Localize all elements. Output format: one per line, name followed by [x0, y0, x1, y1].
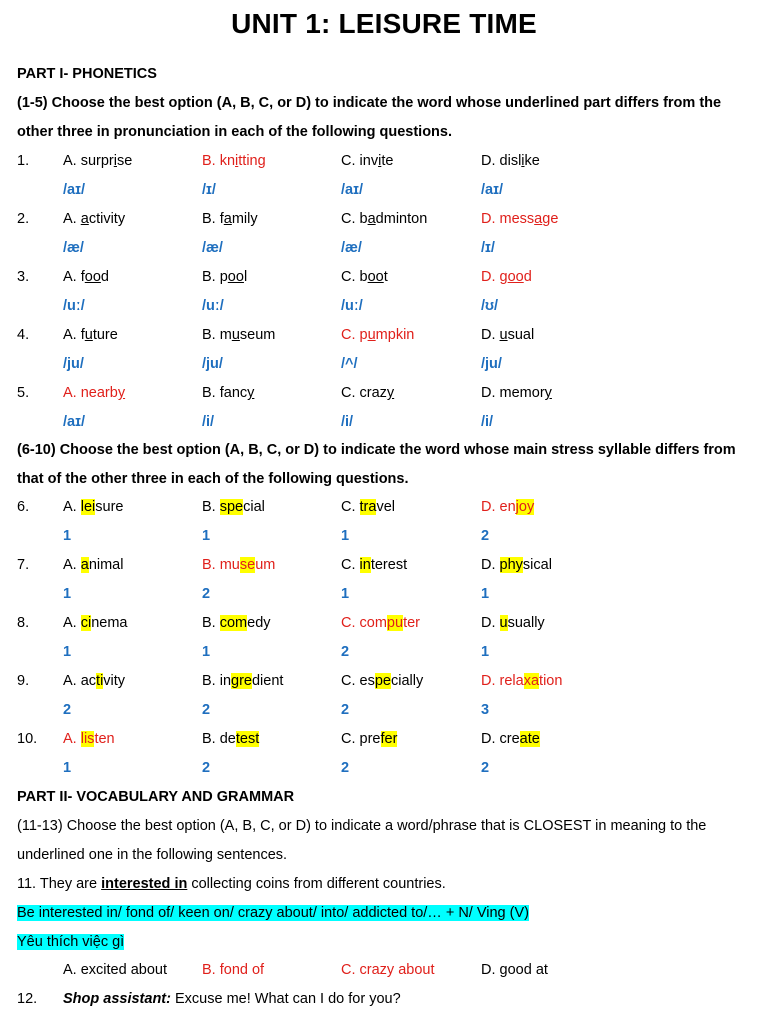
- stress-syllable-number: 2: [341, 644, 350, 660]
- part1-instruction-b-line2: that of the other three in each of the following questions.: [17, 471, 409, 487]
- part2-instruction-line1: (11-13) Choose the best option (A, B, C, or D) to indicate a word/phrase that is CLOSEST in meaning to the: [17, 818, 707, 834]
- question-12-text: [63, 991, 401, 1007]
- option-d: [481, 153, 540, 169]
- option-text-pre: B. kn: [202, 153, 236, 169]
- option-marked-part: oo: [227, 269, 244, 285]
- stress-syllable-number: 2: [202, 702, 211, 718]
- ipa-transcription: /uː/: [63, 298, 85, 314]
- option-c: [341, 731, 397, 747]
- question-number: 6.: [17, 499, 30, 515]
- part1-instruction-a-line2: other three in pronunciation in each of the following questions.: [17, 124, 453, 140]
- question-row: [17, 269, 757, 293]
- option-text-post: sical: [522, 557, 552, 573]
- option-text-pre: A.: [63, 211, 81, 227]
- option-marked-part: a: [223, 211, 232, 227]
- option-d: [481, 327, 534, 343]
- stress-syllable-number: 1: [341, 528, 350, 544]
- option-d: [481, 731, 540, 747]
- option-marked-part: a: [80, 211, 89, 227]
- option-c: [341, 153, 393, 169]
- option-a: [63, 673, 125, 689]
- question-number: 4.: [17, 327, 30, 343]
- part1-instruction-b-line1: (6-10) Choose the best option (A, B, C, or D) to indicate the word whose main stress syllable differs from: [17, 442, 736, 458]
- option-text-post: cially: [390, 673, 424, 689]
- stress-syllable-number: 2: [63, 702, 72, 718]
- option-text-post: tion: [539, 673, 563, 689]
- option-text-post: l: [243, 269, 248, 285]
- option-marked-part: se: [239, 557, 256, 573]
- option-marked-part: lei: [80, 499, 96, 515]
- q11-option-c: C. crazy about: [341, 962, 435, 978]
- unit-title: UNIT 1: LEISURE TIME: [231, 8, 537, 39]
- option-b: [202, 327, 275, 343]
- question-11-options: [17, 962, 757, 986]
- option-b: [202, 499, 265, 515]
- option-text-pre: B.: [202, 615, 220, 631]
- stress-syllable-number-row: [17, 528, 757, 552]
- option-text-pre: C. pre: [341, 731, 381, 747]
- option-a: [63, 327, 118, 343]
- q11-option-a: A. excited about: [63, 962, 167, 978]
- question-number: 5.: [17, 385, 30, 401]
- option-marked-part: y: [117, 385, 126, 401]
- option-text-post: nimal: [88, 557, 124, 573]
- question-12-number: 12.: [17, 991, 38, 1007]
- option-marked-part: in: [359, 557, 371, 573]
- option-marked-part: xa: [523, 673, 540, 689]
- option-text-post: edy: [247, 615, 271, 631]
- stress-syllable-number-row: [17, 586, 757, 610]
- option-marked-part: ti: [96, 673, 104, 689]
- option-b: [202, 153, 266, 169]
- question-number: 3.: [17, 269, 30, 285]
- option-a: [63, 557, 123, 573]
- option-text-pre: C. com: [341, 615, 387, 631]
- option-text-post: ten: [94, 731, 115, 747]
- option-c: [341, 211, 427, 227]
- ipa-transcription: /æ/: [63, 240, 84, 256]
- option-text-pre: C.: [341, 557, 360, 573]
- option-a: [63, 385, 125, 401]
- ipa-transcription: /i/: [481, 414, 494, 430]
- option-text-pre: C. b: [341, 211, 368, 227]
- option-marked-part: joy: [515, 499, 535, 515]
- question-row: [17, 153, 757, 177]
- stress-syllable-number: 2: [481, 760, 490, 776]
- option-b: [202, 731, 259, 747]
- ipa-transcription-row: [17, 298, 757, 322]
- option-text-post: um: [255, 557, 276, 573]
- part2-heading: PART II- VOCABULARY AND GRAMMAR: [17, 789, 295, 805]
- option-marked-part: u: [231, 327, 240, 343]
- option-c: [341, 269, 388, 285]
- option-text-pre: D. g: [481, 269, 508, 285]
- question-number: 7.: [17, 557, 30, 573]
- question-11-text-pre: 11. They are: [17, 876, 102, 892]
- option-text-pre: A. f: [63, 269, 85, 285]
- option-text-post: nema: [91, 615, 128, 631]
- option-text-post: tting: [238, 153, 266, 169]
- option-marked-part: i: [378, 153, 382, 169]
- ipa-transcription: /uː/: [202, 298, 224, 314]
- option-text-pre: A. f: [63, 327, 85, 343]
- option-c: [341, 385, 394, 401]
- question-11: [17, 876, 446, 892]
- ipa-transcription-row: [17, 414, 757, 438]
- option-text-pre: C. craz: [341, 385, 387, 401]
- option-text-pre: D. rela: [481, 673, 524, 689]
- question-number: 8.: [17, 615, 30, 631]
- option-text-post: ter: [403, 615, 420, 631]
- question-row: [17, 385, 757, 409]
- ipa-transcription: /æ/: [341, 240, 362, 256]
- option-c: [341, 615, 420, 631]
- question-row: [17, 557, 757, 581]
- option-text-pre: A.: [63, 731, 81, 747]
- option-c: [341, 673, 423, 689]
- stress-syllable-number: 1: [63, 760, 72, 776]
- question-11-note-2: [17, 934, 124, 950]
- option-marked-part: y: [544, 385, 552, 401]
- option-text-pre: B.: [202, 499, 220, 515]
- option-text-pre: B. de: [202, 731, 236, 747]
- option-marked-part: pe: [374, 673, 391, 689]
- option-marked-part: ate: [519, 731, 540, 747]
- question-row: [17, 673, 757, 697]
- option-text-post: d: [523, 269, 532, 285]
- option-text-post: sually: [507, 615, 545, 631]
- option-text-pre: A.: [63, 557, 81, 573]
- option-a: [63, 153, 132, 169]
- question-number: 9.: [17, 673, 30, 689]
- option-text-pre: C. inv: [341, 153, 379, 169]
- option-text-post: mily: [231, 211, 258, 227]
- ipa-transcription: /i/: [202, 414, 215, 430]
- option-text-post: terest: [370, 557, 408, 573]
- option-text-post: te: [381, 153, 394, 169]
- option-text-post: mpkin: [375, 327, 415, 343]
- question-number: 1.: [17, 153, 30, 169]
- option-marked-part: ci: [80, 615, 92, 631]
- stress-syllable-number: 1: [341, 586, 350, 602]
- option-c: [341, 499, 395, 515]
- question-12: [17, 991, 757, 1015]
- question-row: [17, 327, 757, 351]
- option-marked-part: i: [521, 153, 525, 169]
- ipa-transcription: /æ/: [202, 240, 223, 256]
- q11-option-d: D. good at: [481, 962, 548, 978]
- stress-syllable-number-row: [17, 760, 757, 784]
- stress-syllable-number: 2: [341, 702, 350, 718]
- option-text-post: cial: [243, 499, 265, 515]
- option-marked-part: u: [499, 615, 508, 631]
- stress-syllable-number: 1: [481, 586, 490, 602]
- ipa-transcription: /aɪ/: [63, 414, 85, 430]
- option-b: [202, 211, 258, 227]
- option-a: [63, 269, 109, 285]
- option-c: [341, 557, 407, 573]
- option-marked-part: pu: [386, 615, 404, 631]
- option-d: [481, 673, 562, 689]
- question-row: [17, 499, 757, 523]
- option-text-pre: A. ac: [63, 673, 97, 689]
- option-text-pre: C. p: [341, 327, 368, 343]
- ipa-transcription-row: [17, 182, 757, 206]
- option-text-post: dient: [251, 673, 284, 689]
- option-d: [481, 499, 534, 515]
- question-row: [17, 731, 757, 755]
- option-marked-part: phy: [499, 557, 523, 573]
- option-d: [481, 269, 532, 285]
- ipa-transcription: /aɪ/: [341, 182, 363, 198]
- stress-syllable-number: 2: [202, 760, 211, 776]
- ipa-transcription-row: [17, 240, 757, 264]
- ipa-transcription: /ju/: [202, 356, 223, 372]
- stress-syllable-number: 1: [481, 644, 490, 660]
- option-marked-part: u: [84, 327, 93, 343]
- ipa-transcription: /ɪ/: [202, 182, 216, 198]
- option-a: [63, 499, 123, 515]
- stress-syllable-number: 2: [202, 586, 211, 602]
- ipa-transcription: /aɪ/: [63, 182, 85, 198]
- option-text-pre: B. f: [202, 211, 224, 227]
- option-text-pre: D. mess: [481, 211, 535, 227]
- option-text-pre: D.: [481, 327, 500, 343]
- option-marked-part: u: [499, 327, 508, 343]
- option-text-pre: B. m: [202, 327, 232, 343]
- option-text-post: sure: [95, 499, 124, 515]
- stress-syllable-number-row: [17, 702, 757, 726]
- option-c: [341, 327, 414, 343]
- option-marked-part: test: [235, 731, 260, 747]
- ipa-transcription: /ɪ/: [481, 240, 495, 256]
- stress-syllable-number: 1: [63, 644, 72, 660]
- stress-syllable-number: 1: [202, 528, 211, 544]
- option-text-pre: A.: [63, 499, 81, 515]
- ipa-transcription: /^/: [341, 356, 358, 372]
- note-1-text: Be interested in/ fond of/ keen on/ crazy about/ into/ addicted to/… + N/ Ving (V): [17, 905, 529, 921]
- option-text-post: vel: [376, 499, 395, 515]
- option-marked-part: lis: [80, 731, 95, 747]
- option-text-pre: C. b: [341, 269, 368, 285]
- stress-syllable-number: 1: [63, 586, 72, 602]
- question-row: [17, 615, 757, 639]
- stress-syllable-number: 1: [63, 528, 72, 544]
- option-marked-part: spe: [219, 499, 244, 515]
- option-text-post: ge: [542, 211, 559, 227]
- option-text-post: ke: [524, 153, 540, 169]
- part1-heading: PART I- PHONETICS: [17, 66, 157, 82]
- option-marked-part: gre: [231, 673, 252, 689]
- ipa-transcription: /aɪ/: [481, 182, 503, 198]
- stress-syllable-number: 2: [341, 760, 350, 776]
- option-marked-part: a: [367, 211, 376, 227]
- option-b: [202, 385, 254, 401]
- option-text-pre: C.: [341, 499, 360, 515]
- question-number: 10.: [17, 731, 38, 747]
- option-b: [202, 269, 247, 285]
- question-12-line: Excuse me! What can I do for you?: [170, 991, 401, 1007]
- option-marked-part: oo: [84, 269, 101, 285]
- option-text-pre: C. es: [341, 673, 375, 689]
- option-text-post: ture: [92, 327, 118, 343]
- option-d: [481, 385, 552, 401]
- option-b: [202, 673, 283, 689]
- stress-syllable-number: 3: [481, 702, 490, 718]
- ipa-transcription: /ju/: [481, 356, 502, 372]
- option-d: [481, 615, 545, 631]
- option-marked-part: oo: [367, 269, 384, 285]
- question-11-note-1: [17, 905, 529, 921]
- option-marked-part: com: [219, 615, 248, 631]
- option-text-pre: D. en: [481, 499, 516, 515]
- option-a: [63, 731, 115, 747]
- option-marked-part: y: [247, 385, 255, 401]
- option-marked-part: tra: [359, 499, 377, 515]
- option-text-pre: D. disl: [481, 153, 522, 169]
- q11-option-b: B. fond of: [202, 962, 265, 978]
- option-text-pre: D.: [481, 557, 500, 573]
- option-text-pre: D. cre: [481, 731, 520, 747]
- option-text-pre: B. p: [202, 269, 228, 285]
- option-marked-part: a: [80, 557, 89, 573]
- option-d: [481, 211, 558, 227]
- option-text-post: sual: [507, 327, 535, 343]
- option-b: [202, 557, 275, 573]
- option-text-pre: A. surpr: [63, 153, 114, 169]
- option-text-post: seum: [239, 327, 276, 343]
- option-text-post: dminton: [375, 211, 428, 227]
- option-text-post: se: [117, 153, 133, 169]
- ipa-transcription-row: [17, 356, 757, 380]
- option-marked-part: a: [534, 211, 543, 227]
- question-row: [17, 211, 757, 235]
- option-marked-part: y: [386, 385, 395, 401]
- ipa-transcription: /ju/: [63, 356, 84, 372]
- part1-instruction-a-line1: (1-5) Choose the best option (A, B, C, or D) to indicate the word whose underlined part differs from the: [17, 95, 722, 111]
- option-text-pre: A. nearb: [63, 385, 118, 401]
- ipa-transcription: /i/: [341, 414, 354, 430]
- note-2-text: Yêu thích việc gì: [17, 934, 125, 950]
- option-text-pre: B. mu: [202, 557, 240, 573]
- stress-syllable-number: 2: [481, 528, 490, 544]
- stress-syllable-number-row: [17, 644, 757, 668]
- option-d: [481, 557, 552, 573]
- option-b: [202, 615, 271, 631]
- option-marked-part: fer: [380, 731, 398, 747]
- option-marked-part: u: [367, 327, 376, 343]
- question-12-speaker: Shop assistant:: [63, 991, 171, 1007]
- part2-instruction-line2: underlined one in the following sentences.: [17, 847, 288, 863]
- question-number: 2.: [17, 211, 30, 227]
- option-text-pre: A.: [63, 615, 81, 631]
- option-a: [63, 615, 128, 631]
- question-11-text-post: collecting coins from different countries.: [187, 876, 446, 892]
- option-a: [63, 211, 125, 227]
- option-marked-part: oo: [507, 269, 524, 285]
- ipa-transcription: /ʊ/: [481, 298, 499, 314]
- option-text-post: d: [100, 269, 109, 285]
- question-11-key-phrase: interested in: [101, 876, 188, 892]
- option-marked-part: i: [113, 153, 117, 169]
- option-text-post: vity: [103, 673, 126, 689]
- option-marked-part: i: [235, 153, 239, 169]
- option-text-post: ctivity: [88, 211, 126, 227]
- option-text-pre: B. fanc: [202, 385, 248, 401]
- stress-syllable-number: 1: [202, 644, 211, 660]
- option-text-pre: D. memor: [481, 385, 545, 401]
- option-text-pre: D.: [481, 615, 500, 631]
- option-text-post: t: [383, 269, 388, 285]
- ipa-transcription: /uː/: [341, 298, 363, 314]
- option-text-pre: B. in: [202, 673, 232, 689]
